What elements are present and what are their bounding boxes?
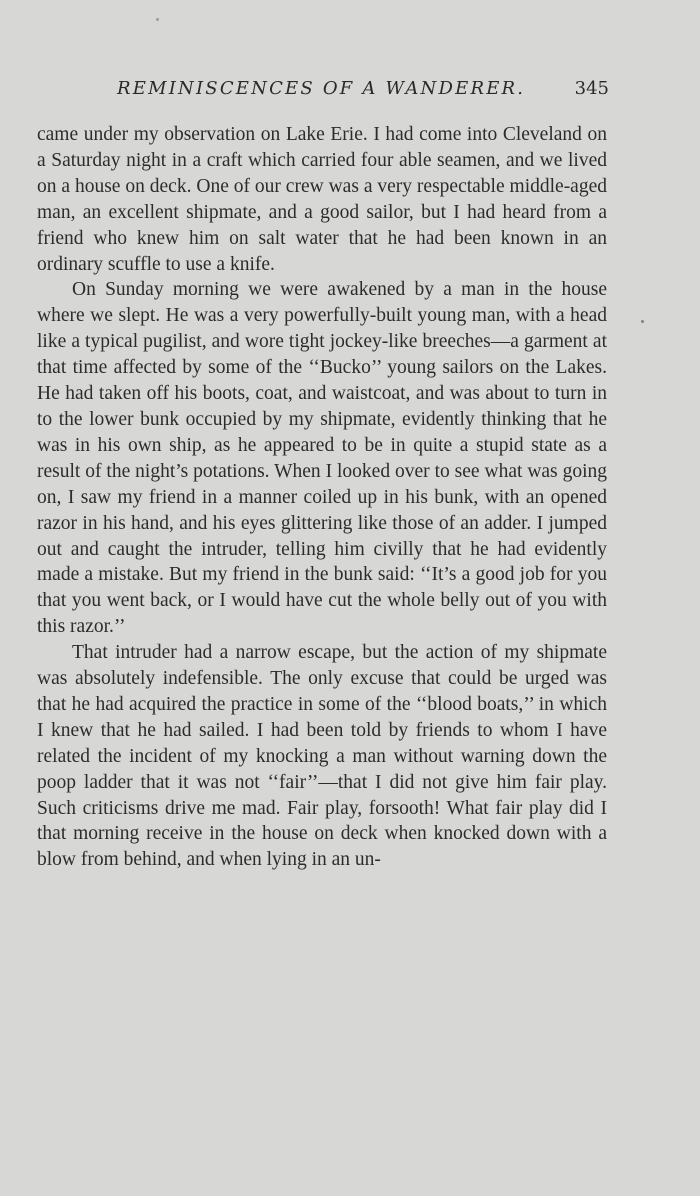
scan-speck [641,320,644,323]
paragraph: On Sunday morning we were awakened by a man in the house where we slept. He was a very powerfully-built young man, with a head like a typical pugilist, and wore tight jockey-like breeches—a garment at that time affected by some of the ‘‘Bucko’’ young sailors on the Lakes. He had taken off his boots, coat, and waistcoat, and was about to turn in to the lower bunk occupied by my shipmate, evidently thinking that he was in his own ship, as he appeared to be in quite a stupid state as a result of the night’s potations. When I looked over to see what was going on, I saw my friend in a manner coiled up in his bunk, with an opened razor in his hand, and his eyes glittering like those of an adder. I jumped out and caught the intruder, telling him civilly that he had evidently made a mistake. But my friend in the bunk said: ‘‘It’s a good job for you that you went back, or I would have cut the whole belly out of you with this razor.’’ [37,279,607,638]
body-text [37,122,607,873]
page-number: 345 [574,78,609,99]
page-header [117,76,609,104]
scan-speck [156,18,159,21]
paragraph: came under my observation on Lake Erie. I had come into Cleveland on a Saturday night in a craft which carried four able seamen, and we lived on a house on deck. One of our crew was a very respectable middle-aged man, an excellent shipmate, and a good sailor, but I had heard from a friend who knew him on salt water that he had been known in an ordinary scuffle to use a knife. [37,124,607,275]
paragraph: That intruder had a narrow escape, but the action of my shipmate was absolutely indefensible. The only excuse that could be urged was that he had acquired the practice in some of the ‘‘blood boats,’’ in which I knew that he had sailed. I had been told by friends to whom I have related the incident of my knocking a man without warning down the poop ladder that it was not ‘‘fair’’—that I did not give him fair play. Such criticisms drive me mad. Fair play, forsooth! What fair play did I that morning receive in the house on deck when knocked down with a blow from behind, and when lying in an un- [37,642,607,871]
running-title: REMINISCENCES OF A WANDERER. [117,78,526,99]
